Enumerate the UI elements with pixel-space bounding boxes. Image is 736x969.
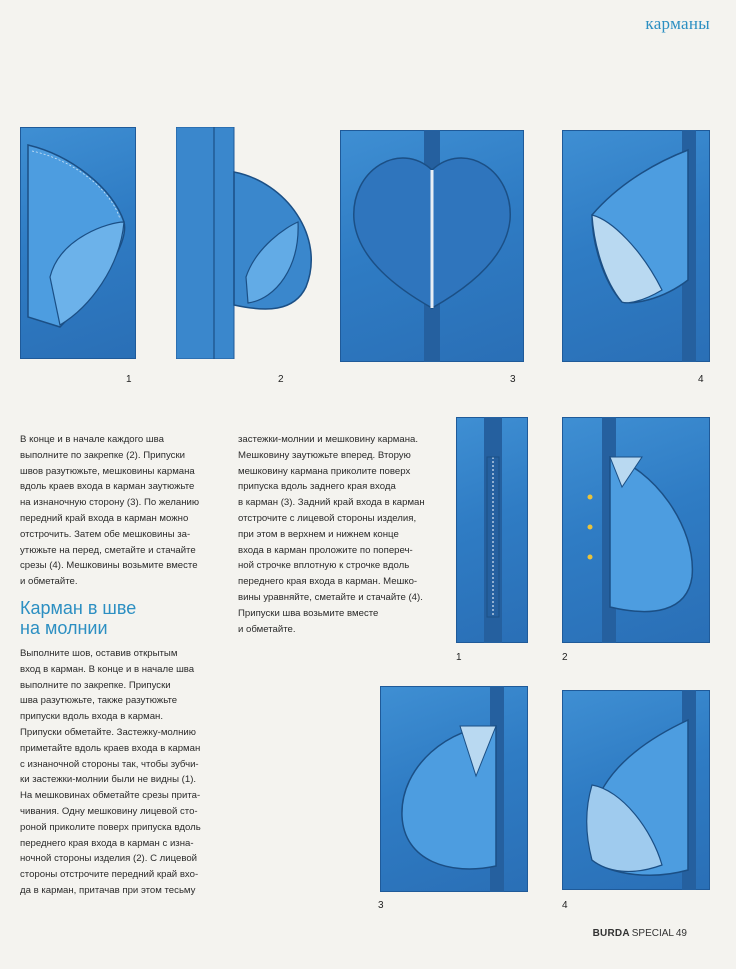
text-line: в карман (3). Задний край входа в карман [238, 497, 425, 509]
text-line: отстрочить. Затем обе мешковины за- [20, 528, 191, 540]
pocket-illustration [20, 127, 136, 359]
figure-top-2-number: 2 [278, 374, 284, 385]
text-line: швов разутюжьте, мешковины кармана [20, 465, 195, 477]
pocket-illustration [176, 127, 314, 359]
text-line: переднего края входа в карман. Мешко- [238, 576, 418, 588]
text-line: Выполните шов, оставив открытым [20, 648, 178, 659]
text-line: переднего края входа в карман с изна- [20, 837, 194, 849]
figure-bottom-1 [456, 417, 528, 643]
text-line: приметайте вдоль краев входа в карман [20, 742, 201, 754]
text-line: вдоль краев входа в карман заутюжьте [20, 481, 195, 493]
page-footer [593, 928, 674, 939]
text-line: припуска вдоль заднего края входа [238, 481, 396, 493]
figure-top-3-number: 3 [510, 374, 516, 385]
text-line: и обметайте. [238, 623, 296, 635]
heading-line: на молнии [20, 618, 108, 638]
text-line: ной строчке вплотную к строчке вдоль [238, 560, 410, 572]
text-line: Припуски шва возьмите вместе [238, 607, 379, 619]
figure-top-1 [20, 127, 136, 359]
figure-bottom-2-number: 2 [562, 652, 568, 663]
text-line: вход в карман. В конце и в начале шва [20, 663, 195, 675]
text-line: срезы (4). Мешковины возьмите вместе [20, 560, 198, 572]
zipper-illustration [456, 417, 528, 643]
pocket-illustration [562, 690, 710, 890]
figure-bottom-4-number: 4 [562, 900, 568, 911]
text-column-left-bottom [20, 646, 220, 899]
text-line: шва разутюжьте, также разутюжьте [20, 695, 178, 707]
footer-edition: SPECIAL [631, 928, 674, 939]
figure-bottom-4 [562, 690, 710, 890]
figure-bottom-1-number: 1 [456, 652, 462, 663]
figure-bottom-3 [380, 686, 528, 892]
text-line: передний край входа в карман можно [20, 512, 189, 524]
figure-bottom-3-number: 3 [378, 900, 384, 911]
page-number: 49 [675, 928, 687, 939]
text-column-left-top [20, 432, 220, 590]
text-line: стороны отстрочите передний край вхо- [20, 869, 199, 881]
text-line: Припуски обметайте. Застежку-молнию [20, 726, 196, 738]
figure-top-2 [176, 127, 314, 359]
text-line: застежки-молнии и мешковину кармана. [238, 434, 419, 445]
text-line: на изнаночную сторону (3). По желанию [20, 497, 200, 509]
text-line: припуски вдоль входа в карман. [20, 711, 164, 723]
text-line: отстрочите с лицевой стороны изделия, [238, 512, 417, 524]
text-line: выполните по закрепке (2). Припуски [20, 449, 186, 461]
pocket-illustration [562, 417, 710, 643]
text-line: и обметайте. [20, 576, 78, 588]
heading-line: Карман в шве [20, 598, 137, 618]
pocket-illustration [340, 130, 524, 362]
pocket-illustration [380, 686, 528, 892]
text-line: утюжьте на перед, сметайте и стачайте [20, 544, 196, 556]
text-line: вины уравняйте, сметайте и стачайте (4). [238, 591, 423, 603]
figure-top-1-number: 1 [126, 374, 132, 385]
text-line: роной приколите поверх припуска вдоль [20, 821, 201, 833]
footer-brand: BURDA [592, 928, 630, 939]
text-line: выполните по закрепке. Припуски [20, 679, 171, 691]
text-column-middle [238, 432, 448, 637]
text-line: входа в карман проложите по попереч- [238, 544, 413, 556]
figure-bottom-2 [562, 417, 710, 643]
text-line: чивания. Одну мешковину лицевой сто- [20, 805, 198, 817]
section-heading [20, 598, 136, 638]
pocket-illustration [562, 130, 710, 362]
text-line: да в карман, притачав при этом тесьму [20, 884, 196, 896]
text-line: с изнаночной стороны так, чтобы зубчи- [20, 758, 199, 770]
figure-top-3 [340, 130, 524, 362]
text-line: ночной стороны изделия (2). С лицевой [20, 853, 198, 865]
text-line: В конце и в начале каждого шва [20, 434, 164, 445]
text-line: ки застежки-молнии были не видны (1). [20, 774, 197, 786]
text-line: На мешковинах обметайте срезы прита- [20, 790, 201, 802]
text-line: при этом в верхнем и нижнем конце [238, 528, 399, 540]
figure-top-4-number: 4 [698, 374, 704, 385]
figure-top-4 [562, 130, 710, 362]
text-line: мешковину кармана приколите поверх [238, 465, 411, 477]
text-line: Мешковину заутюжьте вперед. Вторую [238, 449, 411, 461]
section-title: карманы [645, 14, 710, 33]
